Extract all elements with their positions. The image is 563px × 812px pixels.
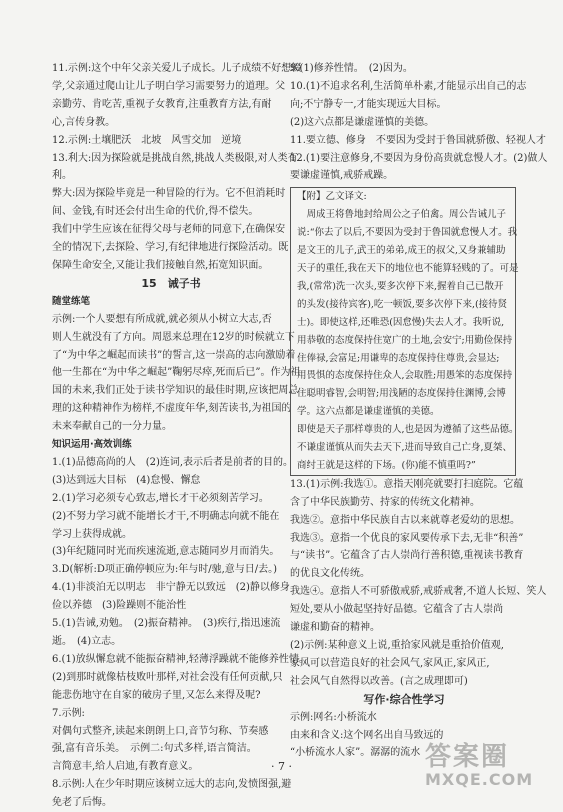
- right-after-line: 我选②。意指中华民族自古以来就尊老爱幼的思想。: [290, 514, 520, 526]
- left-line: 理的这种精神作为榜样,不虚度年华,刻苦读书,为祖国的: [52, 403, 292, 415]
- right-after-line: 我选④。意指人不可骄傲戒骄,戒骄戒奢,不道人长短、笑人: [290, 586, 547, 598]
- right-line: 11.要立德、修身 不要因为受封于鲁国就骄傲、轻视人才: [290, 134, 546, 146]
- left-line: 7.示例:: [52, 707, 85, 719]
- translation-line: 用畏惧的态度保持住众人,会取胜;用愚笨的态度保持: [297, 370, 513, 382]
- left-line: 示例:一个人要想有所成就,就必须从小树立大志,否: [52, 313, 272, 325]
- right-line: (2)这六点都是谦虚谨慎的美德。: [290, 116, 435, 128]
- left-line: 1.(1)品德高尚的人 (2)连词,表示后者是前者的目的。: [52, 456, 294, 468]
- translation-line: 住聪明睿智,会明智;用浅陋的态度保持住渊博,会博: [297, 388, 506, 400]
- right-column: [290, 60, 548, 762]
- left-line: 6.(1)放纵懈怠就不能振奋精神,轻薄浮躁就不能修养性情。: [52, 653, 309, 665]
- left-line: 免老了后悔。: [52, 797, 112, 809]
- left-line: 强,富有音乐美。 示例二:句式多样,语言简洁。: [52, 743, 257, 755]
- right-after-line: 我选③。意指一个优良的家风要传承下去,无非“积善”: [290, 532, 524, 544]
- left-line: 能悲伤地守在自家的破房子里,又怎么来得及呢?: [52, 689, 261, 701]
- watermark-logo: 答案圈 MXQE.COM: [425, 742, 534, 789]
- right-after-line: “小桥流水人家”。潺潺的流水: [290, 747, 421, 759]
- left-line: 未来奉献自己的一分力量。: [52, 421, 172, 433]
- translation-line: 学。这六点都是谦虚谨慎的美德。: [297, 406, 440, 418]
- translation-line: 的头发(接待宾客),吃一顿饭,要多次停下来,(接待贤: [297, 298, 508, 310]
- translation-line: 周成王将鲁地封给周公之子伯禽。周公告诫儿子: [297, 209, 507, 221]
- left-line: 对偶句式整齐,读起来朗朗上口,音节匀称、节奏感: [52, 725, 269, 737]
- left-column: [52, 60, 309, 812]
- left-line: 言简意丰,给人启迪,有教育意义。: [52, 761, 199, 773]
- left-line: 学,父亲通过爬山让儿子明白学习需要努力的道理。父: [52, 80, 286, 92]
- translation-line: 士)。即使这样,还唯恐(因怠慢)失去人才。我听说,: [297, 316, 505, 328]
- right-after-line: 13.(1)示例:我选①。意指天刚亮就要打扫庭院。它蕴: [290, 478, 524, 490]
- translation-line: 【附】乙文译文:: [297, 191, 367, 203]
- left-line: 11.示例:这个中年父亲关爱儿子成长。儿子成绩不好想辍: [52, 63, 302, 74]
- right-after-line: 含了中华民族勤劳、持家的传统文化精神。: [290, 496, 480, 508]
- left-line: 8.示例:人在少年时期应该树立远大的志向,发愤图强,避: [52, 779, 292, 791]
- left-line: 13.利大:因为探险就是挑战自然,挑战人类极限,对人类有: [52, 152, 298, 164]
- left-line: (3)年纪随同时光而疾速流逝,意志随同岁月而消失。: [52, 546, 280, 558]
- translation-line: 说:“你去了以后,不要因为受封于鲁国就怠慢人才。我: [297, 227, 518, 239]
- left-line: 15 诫子书: [141, 276, 201, 290]
- left-line: 12.示例:土壤肥沃 北坡 风雪交加 逆境: [52, 134, 242, 146]
- right-line: 向;不宁静专一,才能实现远大目标。: [290, 98, 447, 110]
- left-line: 弊大:因为探险毕竟是一种冒险的行为。它不但消耗时: [52, 188, 286, 200]
- left-line: 5.(1)告诫,劝勉。 (2)振奋精神。 (3)疾行,指迅速流: [52, 618, 281, 630]
- left-line: 间、金钱,有时还会付出生命的代价,得不偿失。: [52, 206, 259, 218]
- left-line: 随堂练笔: [52, 295, 91, 307]
- left-line: 保障生命安全,又能让我们接触自然,拓宽知识面。: [52, 259, 269, 271]
- left-line: (2)不努力学习就不能增长才干,不明确志向就不能在: [52, 510, 280, 522]
- translation-line: 我,(常常)洗一次头,要多次停下来,握着自己已散开: [297, 280, 504, 292]
- left-line: 知识运用·高效训练: [52, 439, 132, 451]
- right-after-line: 示例:网名:小桥流水: [290, 711, 377, 723]
- left-line: (3)达到远大目标 (4)怠慢、懈怠: [52, 474, 201, 486]
- right-line: 9.(1)修养性情。 (2)因为。: [290, 63, 413, 74]
- left-line: 心,言传身教。: [52, 116, 116, 128]
- right-after-line: 由来和含义:这个网名出自马致远的: [290, 729, 444, 741]
- right-after-line: 写作·综合性学习: [363, 692, 445, 706]
- left-line: 4.(1)非淡泊无以明志 非宁静无以致远 (2)静以修身: [52, 582, 290, 594]
- translation-line: 不谦虚谨慎从而失去天下,进而导致自己亡身,夏桀、: [297, 442, 513, 454]
- right-after-line: 社会风气自然得以改善。(言之成理即可): [290, 675, 468, 687]
- right-line: 10.(1)不追求名利,生活简单朴素,才能显示出自己的志: [290, 80, 527, 92]
- left-line: 全的情况下,去探险、学习,有纪律地进行探险活动。既: [52, 242, 289, 254]
- translation-line: 住俸禄,会富足;用谦卑的态度保持住尊贵,会显达;: [297, 352, 500, 364]
- right-after-line: (2)示例:某种意义上说,重拾家风就是重拾价值观,: [290, 640, 504, 651]
- left-line: 逝。 (4)立志。: [52, 636, 122, 647]
- left-line: 2.(1)学习必须专心致志,增长才干必须刻苦学习。: [52, 492, 269, 504]
- right-after-line: 家风可以营造良好的社会风气,家风正,家风正,: [290, 657, 490, 669]
- right-line: 要谦虚谨慎,戒骄戒躁。: [290, 170, 394, 182]
- translation-line: 即使是天子那样尊贵的人,也是因为遵循了这些品德。: [297, 424, 519, 436]
- translation-line: 天子的重任,我在天下的地位也不能算轻贱的了。可是: [297, 262, 519, 274]
- left-line: 俭以养德 (3)险躁则不能治性: [52, 600, 187, 612]
- page-number: · 7 ·: [271, 760, 292, 773]
- left-line: 国的未来,我们正处于读书学知识的最佳时期,应该把周总: [52, 385, 299, 397]
- right-after-line: 的优良文化传统。: [290, 568, 370, 580]
- translation-line: 用恭敬的态度保持住宽广的土地,会安宁;用勤俭保持: [297, 334, 513, 346]
- right-after-line: 短处,要从小做起坚持好品德。它蕴含了古人崇尚: [290, 604, 504, 616]
- right-after-line: 谦虚和勤奋的精神。: [290, 622, 380, 634]
- left-line: 则人生就没有了方向。周恩来总理在12岁的时候就立下: [52, 331, 295, 343]
- left-line: 了“为中华之崛起而读书”的誓言,这一崇高的志向激励着: [52, 349, 296, 361]
- left-line: 亲勤劳、肯吃苦,重视子女教育,注重教育方法,有耐: [52, 98, 272, 110]
- left-line: 学习上获得成就。: [52, 528, 132, 540]
- left-line: 他一生都在“为中华之崛起”鞠躬尽瘁,死而后已”。作为祖: [52, 367, 301, 379]
- left-line: (2)到那时就像枯枝败叶那样,对社会没有任何贡献,只: [52, 671, 283, 683]
- left-line: 利。: [52, 170, 72, 182]
- left-line: 我们中学生应该在征得父母与老师的同意下,在确保安: [52, 224, 286, 236]
- translation-line: 商纣王就是这样的下场。(你)能不慎重吗?”: [297, 459, 476, 471]
- right-line: 12.(1)要注意修身,不要因为身份高贵就怠慢人才。(2)做人: [290, 152, 548, 164]
- left-line: 3.D(解析:D项正确停顿应为:年与时/驰,意与日/去。): [52, 564, 278, 576]
- translation-line: 是文王的儿子,武王的弟弟,成王的叔父,又身兼辅助: [297, 245, 506, 257]
- translation-box: [290, 187, 519, 476]
- right-after-line: 与“读书”。它蕴含了古人崇尚行善积德,重视读书教育: [290, 550, 524, 562]
